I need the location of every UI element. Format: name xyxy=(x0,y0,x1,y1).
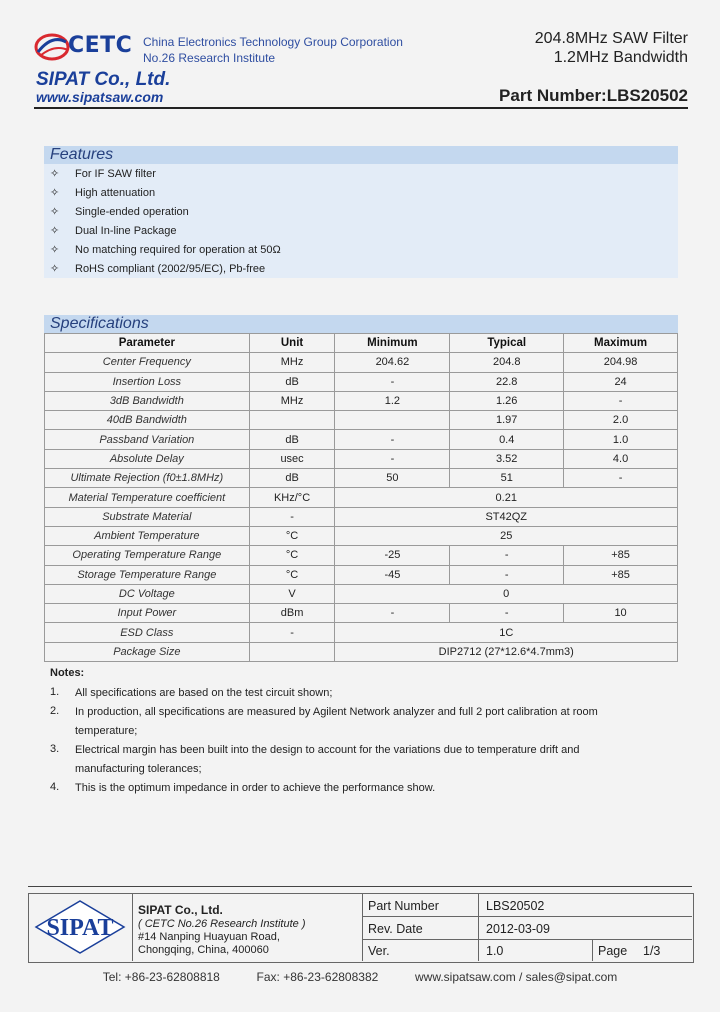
footer-grid-line xyxy=(478,893,479,961)
table-row xyxy=(45,565,678,584)
table-row xyxy=(45,584,678,603)
table-row xyxy=(45,488,678,507)
table-row xyxy=(45,546,678,565)
table-cell-param: Storage Temperature Range xyxy=(45,565,250,584)
feature-text: RoHS compliant (2002/95/EC), Pb-free xyxy=(75,263,266,275)
table-cell-min: 1.2 xyxy=(335,391,450,410)
table-cell-min: - xyxy=(335,430,450,449)
footer-tel: Tel: +86-23-62808818 xyxy=(102,970,220,984)
column-header: Typical xyxy=(450,334,564,353)
table-cell-merged: 0.21 xyxy=(335,488,678,507)
table-cell-max: - xyxy=(564,469,678,488)
sipat-logo-icon xyxy=(28,893,132,961)
table-cell-merged: DIP2712 (27*12.6*4.7mm3) xyxy=(335,642,678,661)
bullet-icon: ✧ xyxy=(50,263,60,275)
footer-logo-cell xyxy=(28,893,133,961)
note-number: 4. xyxy=(50,781,60,793)
table-cell-max: 1.0 xyxy=(564,430,678,449)
table-cell-param: Center Frequency xyxy=(45,353,250,372)
feature-item xyxy=(50,205,189,218)
features-title-bar xyxy=(44,146,678,164)
footer-grid-line xyxy=(592,939,593,961)
table-cell-param: ESD Class xyxy=(45,623,250,642)
table-cell-max: 24 xyxy=(564,372,678,391)
feature-text: Single-ended operation xyxy=(75,206,189,218)
table-cell-unit: dBm xyxy=(249,604,335,623)
table-cell-max: 4.0 xyxy=(564,449,678,468)
table-row xyxy=(45,391,678,410)
table-cell-typ: - xyxy=(450,565,564,584)
table-cell-merged: 1C xyxy=(335,623,678,642)
table-cell-typ: - xyxy=(450,604,564,623)
table-row xyxy=(45,449,678,468)
footer-institute: ( CETC No.26 Research Institute ) xyxy=(138,918,306,930)
cetc-logo-text: CETC xyxy=(68,33,133,58)
table-cell-param: 3dB Bandwidth xyxy=(45,391,250,410)
part-number-heading: Part Number:LBS20502 xyxy=(499,86,688,105)
table-cell-unit: dB xyxy=(249,469,335,488)
feature-text: For IF SAW filter xyxy=(75,168,156,180)
table-cell-param: Insertion Loss xyxy=(45,372,250,391)
version-value: 1.0 xyxy=(486,944,504,958)
page-label: Page xyxy=(598,944,628,958)
rev-date-value: 2012-03-09 xyxy=(486,922,550,936)
table-cell-unit: °C xyxy=(249,526,335,545)
bullet-icon: ✧ xyxy=(50,244,60,256)
table-cell-param: Package Size xyxy=(45,642,250,661)
feature-item xyxy=(50,186,155,199)
table-cell-param: Ultimate Rejection (f0±1.8MHz) xyxy=(45,469,250,488)
table-row xyxy=(45,642,678,661)
header-divider xyxy=(34,107,688,109)
table-row xyxy=(45,469,678,488)
feature-text: High attenuation xyxy=(75,187,156,199)
table-cell-param: Input Power xyxy=(45,604,250,623)
table-cell-typ: - xyxy=(450,546,564,565)
notes-title: Notes: xyxy=(50,667,85,679)
table-row xyxy=(45,604,678,623)
institute-name: No.26 Research Institute xyxy=(143,51,276,65)
table-cell-max: +85 xyxy=(564,546,678,565)
company-url[interactable]: www.sipatsaw.com xyxy=(36,89,164,105)
features-title: Features xyxy=(50,146,114,163)
bullet-icon: ✧ xyxy=(50,187,60,199)
table-cell-max: 204.98 xyxy=(564,353,678,372)
footer-address-line1: #14 Nanping Huayuan Road, xyxy=(138,931,280,943)
sipat-logo-text: SIPAT xyxy=(46,915,114,941)
column-header: Unit xyxy=(249,334,335,353)
table-cell-typ: 204.8 xyxy=(450,353,564,372)
rev-date-label: Rev. Date xyxy=(368,922,423,936)
table-cell-param: Absolute Delay xyxy=(45,449,250,468)
table-cell-typ: 1.97 xyxy=(450,411,564,430)
table-cell-merged: 0 xyxy=(335,584,678,603)
table-cell-unit: MHz xyxy=(249,353,335,372)
company-name: SIPAT Co., Ltd. xyxy=(36,69,171,90)
note-number: 2. xyxy=(50,705,60,717)
table-cell-unit: dB xyxy=(249,372,335,391)
table-cell-min: - xyxy=(335,449,450,468)
table-cell-merged: 25 xyxy=(335,526,678,545)
table-cell-min: - xyxy=(335,372,450,391)
footer-grid-line xyxy=(362,916,692,917)
product-title: 204.8MHz SAW Filter xyxy=(534,30,688,47)
table-cell-typ: 0.4 xyxy=(450,430,564,449)
feature-text: Dual In-line Package xyxy=(75,225,177,237)
table-cell-param: DC Voltage xyxy=(45,584,250,603)
table-cell-typ: 51 xyxy=(450,469,564,488)
table-cell-param: Material Temperature coefficient xyxy=(45,488,250,507)
note-text: This is the optimum impedance in order to achieve the performance show. xyxy=(75,782,436,794)
table-cell-min: 204.62 xyxy=(335,353,450,372)
feature-item xyxy=(50,167,156,180)
table-cell-param: 40dB Bandwidth xyxy=(45,411,250,430)
table-cell-param: Substrate Material xyxy=(45,507,250,526)
footer-web-email[interactable]: www.sipatsaw.com / sales@sipat.com xyxy=(414,970,618,984)
table-cell-max: +85 xyxy=(564,565,678,584)
product-bandwidth: 1.2MHz Bandwidth xyxy=(553,49,688,66)
contact-line xyxy=(0,970,720,984)
table-cell-max: 2.0 xyxy=(564,411,678,430)
table-cell-min: -25 xyxy=(335,546,450,565)
table-cell-unit: °C xyxy=(249,565,335,584)
note-number: 3. xyxy=(50,743,60,755)
specifications-title: Specifications xyxy=(50,315,149,332)
table-cell-min: -45 xyxy=(335,565,450,584)
specifications-body xyxy=(45,353,678,662)
table-cell-typ: 22.8 xyxy=(450,372,564,391)
table-row xyxy=(45,353,678,372)
column-header: Parameter xyxy=(45,334,250,353)
table-row xyxy=(45,526,678,545)
note-number: 1. xyxy=(50,686,60,698)
table-cell-unit: usec xyxy=(249,449,335,468)
column-header: Maximum xyxy=(564,334,678,353)
table-cell-unit: V xyxy=(249,584,335,603)
table-row xyxy=(45,430,678,449)
table-cell-param: Ambient Temperature xyxy=(45,526,250,545)
part-number-label: Part Number xyxy=(368,899,439,913)
column-header: Minimum xyxy=(335,334,450,353)
footer-grid-line xyxy=(362,939,692,940)
note-text: All specifications are based on the test circuit shown; xyxy=(75,687,333,699)
table-cell-typ: 3.52 xyxy=(450,449,564,468)
feature-item xyxy=(50,224,177,237)
page-value: 1/3 xyxy=(643,944,661,958)
table-header-row xyxy=(45,334,678,353)
table-cell-max: 10 xyxy=(564,604,678,623)
table-cell-unit: - xyxy=(249,507,335,526)
table-cell-unit: °C xyxy=(249,546,335,565)
bullet-icon: ✧ xyxy=(50,206,60,218)
table-cell-unit: - xyxy=(249,623,335,642)
bullet-icon: ✧ xyxy=(50,225,60,237)
table-cell-unit xyxy=(249,642,335,661)
table-row xyxy=(45,372,678,391)
table-cell-min xyxy=(335,411,450,430)
table-row xyxy=(45,507,678,526)
table-cell-param: Passband Variation xyxy=(45,430,250,449)
table-cell-unit: dB xyxy=(249,430,335,449)
table-cell-max: - xyxy=(564,391,678,410)
footer-fax: Fax: +86-23-62808382 xyxy=(256,970,379,984)
part-number-value: LBS20502 xyxy=(486,899,545,913)
footer-company: SIPAT Co., Ltd. xyxy=(138,903,223,917)
table-cell-merged: ST42QZ xyxy=(335,507,678,526)
table-row xyxy=(45,411,678,430)
feature-text: No matching required for operation at 50Ω xyxy=(75,244,281,256)
note-text: Electrical margin has been built into the design to account for the variations due to temperature drift and manufacturing tolerances; xyxy=(75,744,580,775)
table-cell-unit: KHz/°C xyxy=(249,488,335,507)
table-cell-unit: MHz xyxy=(249,391,335,410)
version-label: Ver. xyxy=(368,944,390,958)
table-cell-typ: 1.26 xyxy=(450,391,564,410)
table-cell-unit xyxy=(249,411,335,430)
specifications-table xyxy=(44,333,678,662)
footer-address-line2: Chongqing, China, 400060 xyxy=(138,944,269,956)
feature-item xyxy=(50,262,265,275)
bullet-icon: ✧ xyxy=(50,168,60,180)
feature-item xyxy=(50,243,281,256)
note-text: In production, all specifications are measured by Agilent Network analyzer and full 2 port calibration at room temperature; xyxy=(75,706,598,737)
table-cell-param: Operating Temperature Range xyxy=(45,546,250,565)
table-row xyxy=(45,623,678,642)
corporation-name: China Electronics Technology Group Corporation xyxy=(143,35,403,49)
footer-divider xyxy=(28,886,692,887)
table-cell-min: - xyxy=(335,604,450,623)
table-cell-min: 50 xyxy=(335,469,450,488)
